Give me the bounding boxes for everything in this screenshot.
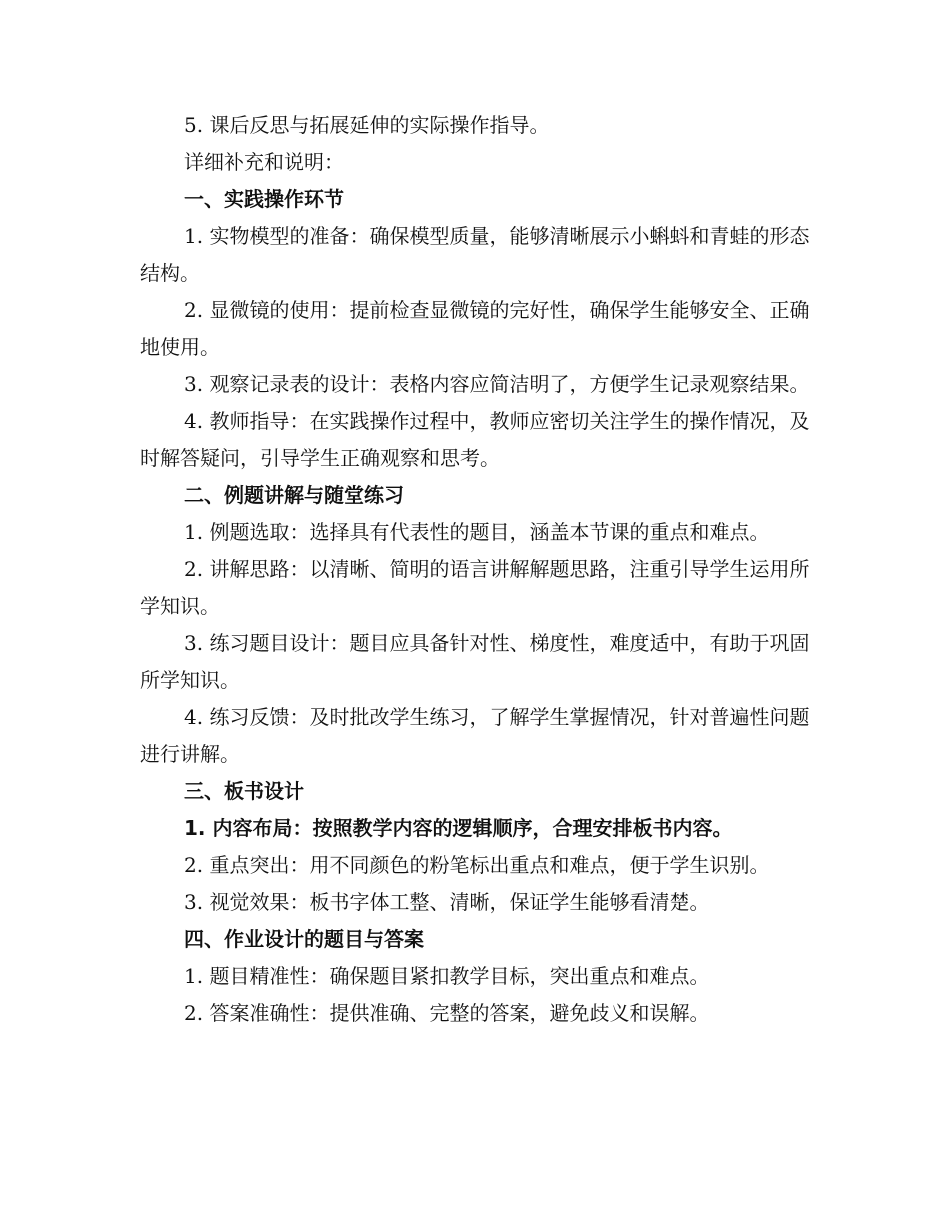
section-heading: 三、板书设计 [184, 779, 304, 803]
section-heading: 二、例题讲解与随堂练习 [184, 483, 404, 507]
document-body [140, 107, 812, 1032]
list-item: 4. 练习反馈：及时批改学生练习，了解学生掌握情况，针对普遍性问题进行讲解。 [140, 705, 810, 766]
list-item: 2. 答案准确性：提供准确、完整的答案，避免歧义和误解。 [184, 1001, 710, 1025]
list-item: 1. 实物模型的准备：确保模型质量，能够清晰展示小蝌蚪和青蛙的形态结构。 [140, 224, 810, 285]
list-item: 1. 题目精准性：确保题目紧扣教学目标，突出重点和难点。 [184, 964, 710, 988]
section-heading: 一、实践操作环节 [184, 187, 344, 211]
list-item: 3. 视觉效果：板书字体工整、清晰，保证学生能够看清楚。 [184, 890, 710, 914]
list-item: 4. 教师指导：在实践操作过程中，教师应密切关注学生的操作情况，及时解答疑问，引导学生正确观察和思考。 [140, 409, 810, 470]
list-item: 3. 练习题目设计：题目应具备针对性、梯度性，难度适中，有助于巩固所学知识。 [140, 631, 810, 692]
list-item-bold: 1. 内容布局：按照教学内容的逻辑顺序，合理安排板书内容。 [184, 816, 733, 840]
list-item: 1. 例题选取：选择具有代表性的题目，涵盖本节课的重点和难点。 [184, 520, 770, 544]
list-item: 3. 观察记录表的设计：表格内容应简洁明了，方便学生记录观察结果。 [184, 372, 810, 396]
list-item: 2. 讲解思路：以清晰、简明的语言讲解解题思路，注重引导学生运用所学知识。 [140, 557, 810, 618]
section-heading: 四、作业设计的题目与答案 [184, 927, 424, 951]
list-item: 2. 显微镜的使用：提前检查显微镜的完好性，确保学生能够安全、正确地使用。 [140, 298, 810, 359]
intro-label: 详细补充和说明： [184, 150, 344, 174]
list-item: 2. 重点突出：用不同颜色的粉笔标出重点和难点，便于学生识别。 [184, 853, 770, 877]
intro-list-item: 5. 课后反思与拓展延伸的实际操作指导。 [184, 113, 550, 137]
